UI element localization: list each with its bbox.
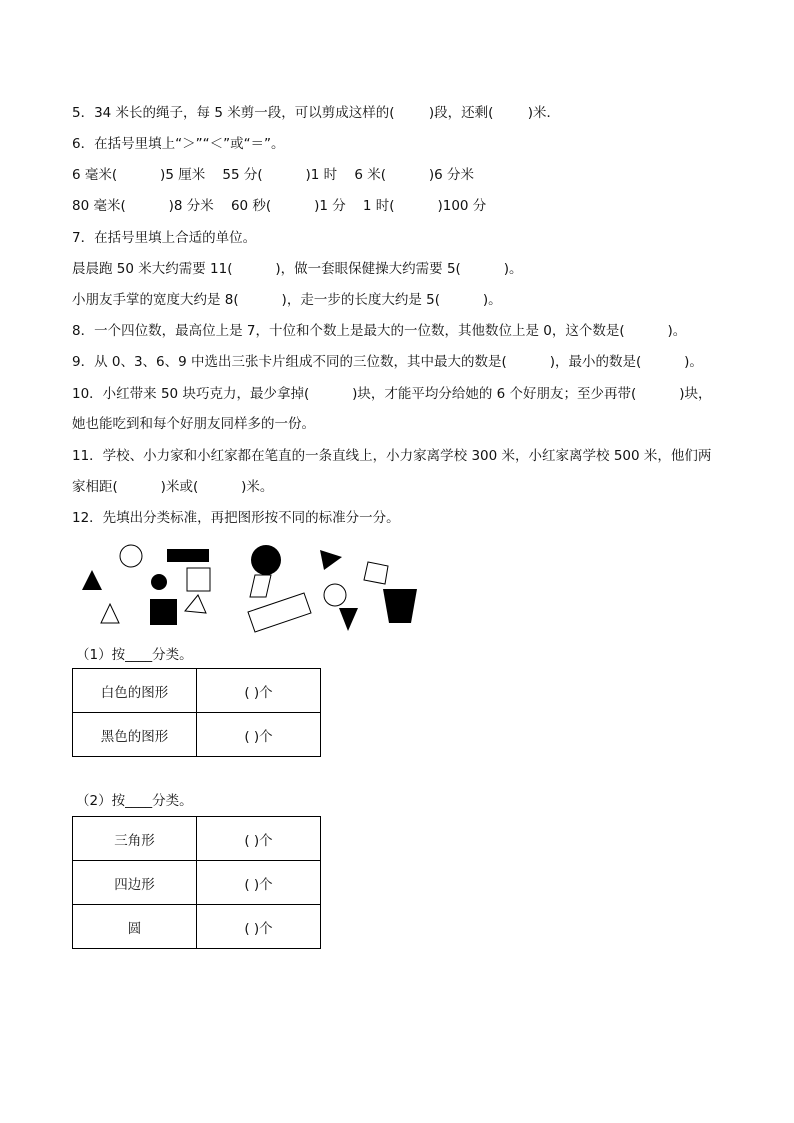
category-count: ( )个 — [197, 905, 321, 949]
white-tilted-square — [364, 562, 388, 584]
question-10-line-2: 她也能吃到和每个好朋友同样多的一份。 — [72, 416, 315, 432]
category-count: ( )个 — [197, 669, 321, 713]
category-name: 三角形 — [73, 817, 197, 861]
category-name: 白色的图形 — [73, 669, 197, 713]
table-row — [73, 669, 321, 713]
white-small-triangle — [185, 595, 206, 613]
white-long-rectangle — [248, 593, 311, 632]
question-7-title: 7．在括号里填上合适的单位。 — [72, 230, 257, 246]
white-parallelogram — [250, 575, 271, 597]
question-7-row-2: 小朋友手掌的宽度大约是 8( )，走一步的长度大约是 5( )。 — [72, 292, 502, 308]
question-10-line-1: 10．小红带来 50 块巧克力，最少拿掉( )块，才能平均分给她的 6 个好朋友；至少再带( )块， — [72, 386, 712, 402]
table-row — [73, 861, 321, 905]
question-9: 9．从 0、3、6、9 中选出三张卡片组成不同的三位数，其中最大的数是( )，最小的数是( )。 — [72, 354, 703, 370]
black-trapezoid — [383, 589, 417, 623]
question-6-title: 6．在括号里填上“＞”“＜”或“＝”。 — [72, 136, 285, 152]
part-1-table — [72, 668, 321, 757]
category-count: ( )个 — [197, 713, 321, 757]
question-6-row-1: 6 毫米( )5 厘米 55 分( )1 时 6 米( )6 分米 — [72, 167, 475, 183]
part-1-label: （1）按____分类。 — [76, 647, 193, 663]
question-5: 5．34 米长的绳子，每 5 米剪一段，可以剪成这样的( )段，还剩( )米． — [72, 105, 560, 121]
black-down-triangle — [339, 608, 358, 631]
category-count: ( )个 — [197, 817, 321, 861]
category-name: 黑色的图形 — [73, 713, 197, 757]
white-square — [187, 568, 210, 591]
question-11-line-2: 家相距( )米或( )米。 — [72, 479, 274, 495]
question-7-row-1: 晨晨跑 50 米大约需要 11( )，做一套眼保健操大约需要 5( )。 — [72, 261, 523, 277]
table-row — [73, 817, 321, 861]
part-2-table — [72, 816, 321, 949]
white-triangle — [101, 604, 119, 623]
question-11-line-1: 11．学校、小力家和小红家都在笔直的一条直线上，小力家离学校 300 米，小红家离学校 500 米，他们两 — [72, 448, 712, 464]
shapes-figure — [72, 538, 432, 638]
question-12-title: 12．先填出分类标准，再把图形按不同的标准分一分。 — [72, 510, 400, 526]
black-square — [150, 599, 177, 625]
category-name: 圆 — [73, 905, 197, 949]
question-6-row-2: 80 毫米( )8 分米 60 秒( )1 分 1 时( )100 分 — [72, 198, 487, 214]
category-name: 四边形 — [73, 861, 197, 905]
black-rectangle — [167, 549, 209, 562]
table-row — [73, 713, 321, 757]
question-8: 8．一个四位数，最高位上是 7，十位和个数上是最大的一位数，其他数位上是 0，这个数是( )。 — [72, 323, 687, 339]
black-circle — [151, 574, 167, 590]
white-small-circle — [324, 584, 346, 606]
black-flag-triangle — [320, 550, 342, 570]
table-row — [73, 905, 321, 949]
part-2-label: （2）按____分类。 — [76, 793, 193, 809]
black-triangle — [82, 570, 102, 590]
black-large-circle — [251, 545, 281, 575]
category-count: ( )个 — [197, 861, 321, 905]
white-circle — [120, 545, 142, 567]
